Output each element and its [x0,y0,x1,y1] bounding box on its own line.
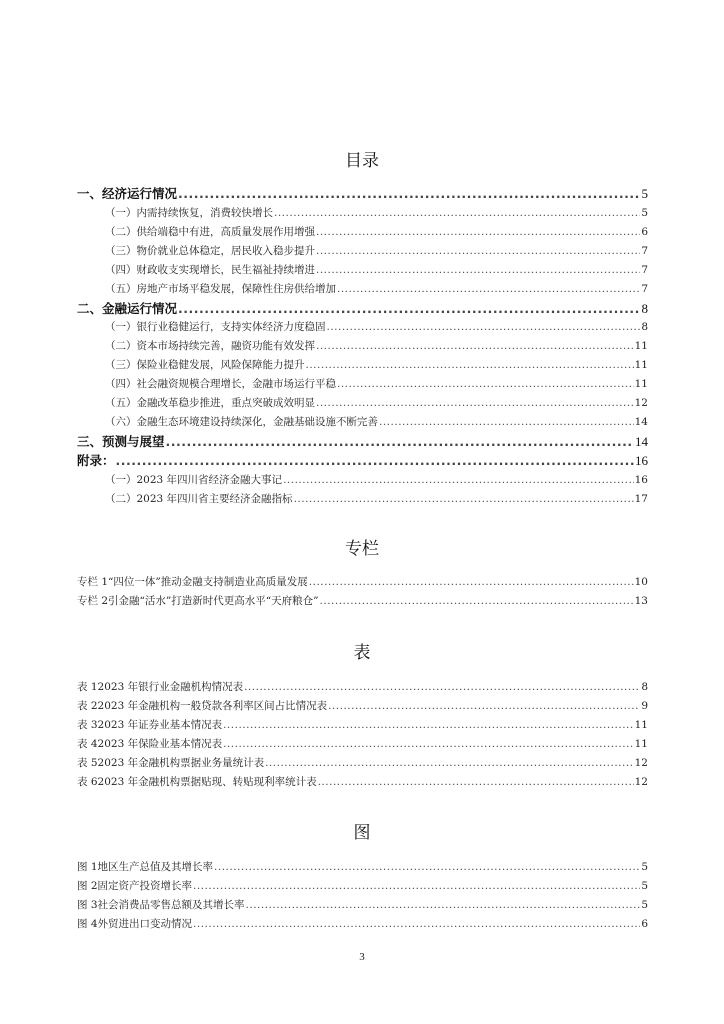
figure-text: 外贸进出口变动情况 [97,918,193,930]
table-page: 9 [641,700,648,712]
toc-entry[interactable] [105,224,648,239]
toc-entry-text: （五）房地产市场平稳发展，保障性住房供给增加 [105,283,336,295]
toc-entry[interactable] [105,395,648,410]
column-text: 引金融“活水”打造新时代更高水平“天府粮仓” [108,595,319,607]
toc-entry-page: 16 [634,474,648,486]
toc-entry-page: 6 [641,226,648,238]
column-text: “四位一体”推动金融支持制造业高质量发展 [108,576,308,588]
figure-text: 地区生产总值及其增长率 [97,861,214,873]
toc-entry-page: 17 [634,493,648,505]
toc-entry-page: 14 [635,434,648,449]
toc-entry[interactable] [105,338,648,353]
toc-entry-text: 二、金融运行情况 [77,301,178,316]
toc-entry-text: （一）银行业稳健运行，支持实体经济力度稳固 [105,321,326,333]
table-entry[interactable] [77,736,648,751]
table-label: 表 4 [77,738,98,750]
toc-entry[interactable] [105,281,648,296]
columns-title: 专栏 [345,539,379,559]
toc-title: 目录 [345,151,379,171]
table-page: 11 [634,738,648,750]
column-entry[interactable] [77,593,648,608]
table-text: 2023 年保险业基本情况表 [97,738,223,750]
toc-entry-page: 14 [634,416,648,428]
column-label: 专栏 2 [77,595,109,607]
figure-page: 5 [641,861,648,873]
toc-entry-text: （一）2023 年四川省经济金融大事记 [105,474,283,486]
toc-entry[interactable] [77,432,648,450]
table-label: 表 3 [77,719,98,731]
toc-entry-page: 8 [641,321,648,333]
page-number: 3 [359,951,365,963]
toc-entry-text: （三）物价就业总体稳定，居民收入稳步提升 [105,245,315,257]
toc-entry-page: 11 [634,340,648,352]
toc-entry[interactable] [105,376,648,391]
toc-entry-text: （二）供给端稳中有进，高质量发展作用增强 [105,226,315,238]
toc-entry[interactable] [105,491,648,506]
table-text: 2023 年金融机构票据贴现、转贴现利率统计表 [97,776,317,788]
toc-entry-text: （四）财政收支实现增长，民生福祉持续增进 [105,264,315,276]
toc-entry[interactable] [105,243,648,258]
table-label: 表 6 [77,776,98,788]
table-entry[interactable] [77,717,648,732]
toc-entry[interactable] [105,262,648,277]
toc-entry-text: （三）保险业稳健发展，风险保障能力提升 [105,359,305,371]
toc-entry[interactable] [77,299,648,317]
toc-entry-page: 11 [634,359,648,371]
figure-page: 5 [641,899,648,911]
table-text: 2023 年证券业基本情况表 [97,719,223,731]
toc-entry-page: 12 [634,397,648,409]
table-entry[interactable] [77,755,648,770]
table-label: 表 5 [77,757,98,769]
toc-entry-page: 8 [641,301,648,316]
column-entry[interactable] [77,574,648,589]
toc-entry-text: （二）资本市场持续完善，融资功能有效发挥 [105,340,315,352]
toc-entry[interactable] [105,319,648,334]
column-page: 10 [634,576,648,588]
toc-entry-page: 11 [634,378,648,390]
figure-label: 图 4 [77,918,98,930]
figure-label: 图 2 [77,880,98,892]
toc-entry[interactable] [105,205,648,220]
figure-entry[interactable] [77,897,648,912]
table-entry[interactable] [77,698,648,713]
table-label: 表 1 [77,681,98,693]
figure-text: 固定资产投资增长率 [97,880,193,892]
toc-entry[interactable] [77,184,648,202]
table-page: 11 [634,719,648,731]
toc-entry-text: （二）2023 年四川省主要经济金融指标 [105,493,293,505]
tables-title: 表 [353,643,371,663]
figures-title: 图 [353,823,371,843]
figure-page: 5 [641,880,648,892]
toc-entry[interactable] [77,451,648,469]
toc-entry-text: （一）内需持续恢复，消费较快增长 [105,207,273,219]
table-text: 2023 年银行业金融机构情况表 [97,681,244,693]
toc-entry-page: 7 [641,245,648,257]
figure-label: 图 3 [77,899,98,911]
table-page: 8 [641,681,648,693]
table-text: 2023 年金融机构票据业务量统计表 [97,757,265,769]
toc-entry-text: （六）金融生态环境建设持续深化，金融基础设施不断完善 [105,416,378,428]
toc-entry[interactable] [105,414,648,429]
table-entry[interactable] [77,774,648,789]
toc-entry-page: 5 [641,186,648,201]
toc-entry-text: （五）金融改革稳步推进，重点突破成效明显 [105,397,315,409]
table-page: 12 [634,757,648,769]
toc-entry-text: 一、经济运行情况 [77,186,178,201]
figure-entry[interactable] [77,878,648,893]
table-text: 2023 年金融机构一般贷款各利率区间占比情况表 [97,700,328,712]
figure-label: 图 1 [77,861,98,873]
toc-entry-page: 16 [635,453,648,468]
figure-text: 社会消费品零售总额及其增长率 [97,899,245,911]
table-entry[interactable] [77,679,648,694]
toc-entry-page: 7 [641,283,648,295]
column-label: 专栏 1 [77,576,109,588]
toc-entry-text: 附录： [77,453,115,468]
column-page: 13 [634,595,648,607]
figure-page: 6 [641,918,648,930]
table-page: 12 [634,776,648,788]
figure-entry[interactable] [77,916,648,931]
toc-entry[interactable] [105,472,648,487]
toc-entry-page: 5 [641,207,648,219]
toc-entry-text: 三、预测与展望 [77,434,165,449]
toc-entry-text: （四）社会融资规模合理增长，金融市场运行平稳 [105,378,336,390]
figure-entry[interactable] [77,859,648,874]
toc-entry-page: 7 [641,264,648,276]
table-label: 表 2 [77,700,98,712]
toc-entry[interactable] [105,357,648,372]
